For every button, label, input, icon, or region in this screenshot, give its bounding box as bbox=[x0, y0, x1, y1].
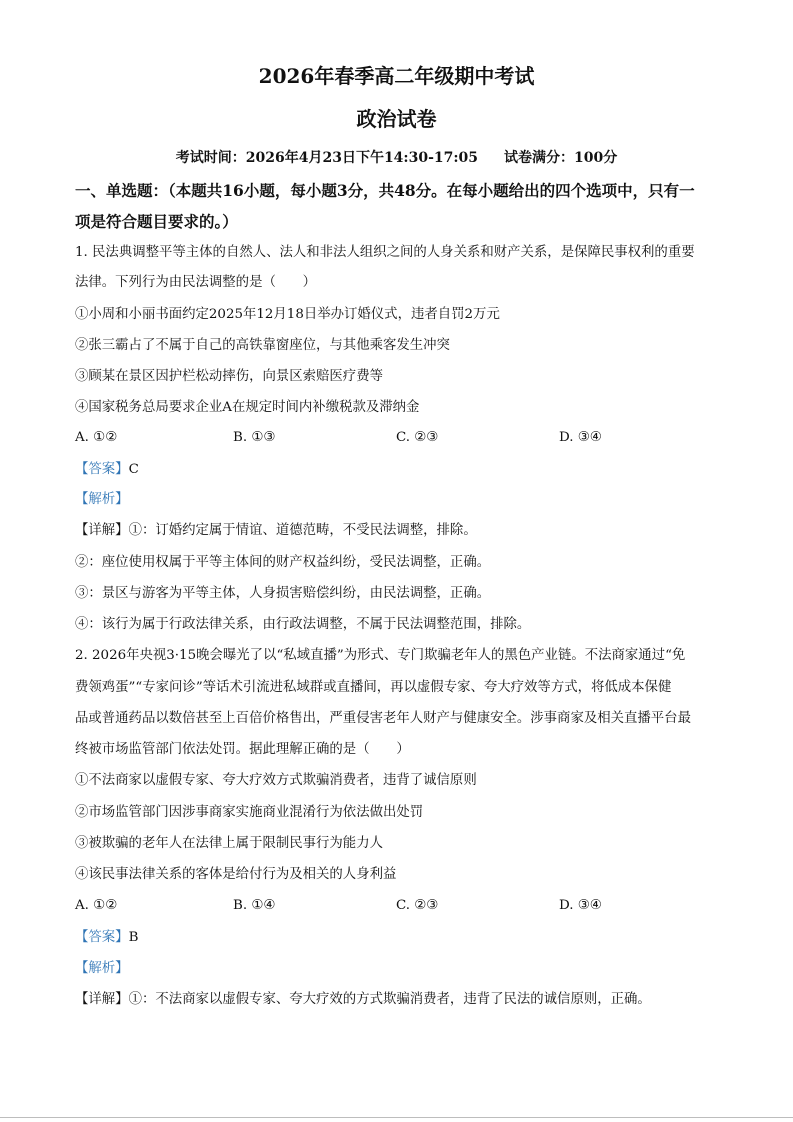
q2-option-a: A. ①② bbox=[75, 898, 118, 913]
q2-option-b: B. ①④ bbox=[233, 898, 276, 913]
section-heading-line1: 一、单选题：（本题共16小题，每小题3分，共48分。在每小题给出的四个选项中，只有一 bbox=[75, 181, 695, 200]
exam-title: 2026年春季高二年级期中考试 bbox=[258, 64, 535, 88]
q2-detail-1 bbox=[75, 990, 735, 1010]
q1-option-d: D. ③④ bbox=[559, 430, 602, 445]
q2-detail-tag: 【详解】 bbox=[75, 992, 129, 1007]
q1-option-c: C. ②③ bbox=[396, 430, 439, 445]
q2-item-1: ①不法商家以虚假专家、夸大疗效方式欺骗消费者，违背了诚信原则 bbox=[75, 773, 477, 788]
q1-answer bbox=[75, 460, 735, 480]
q1-stem-line2: 法律。下列行为由民法调整的是（ ） bbox=[75, 275, 317, 290]
q1-item-1: ①小周和小丽书面约定2025年12月18日举办订婚仪式，违者自罚2万元 bbox=[75, 307, 500, 322]
q2-item-4: ④该民事法律关系的客体是给付行为及相关的人身利益 bbox=[75, 867, 397, 882]
q1-answer-value: C bbox=[128, 462, 139, 477]
q1-detail-4: ④：该行为属于行政法律关系，由行政法调整，不属于民法调整范围，排除。 bbox=[75, 617, 531, 632]
q1-item-3: ③顾某在景区因护栏松动摔伤，向景区索赔医疗费等 bbox=[75, 369, 383, 384]
q1-detail-2: ②：座位使用权属于平等主体间的财产权益纠纷，受民法调整，正确。 bbox=[75, 555, 491, 570]
section-heading-line2: 项是符合题目要求的。） bbox=[75, 212, 238, 231]
full-score: 试卷满分：100分 bbox=[504, 150, 618, 166]
q2-answer-value: B bbox=[128, 930, 139, 945]
q2-option-c: C. ②③ bbox=[396, 898, 439, 913]
q2-item-3: ③被欺骗的老年人在法律上属于限制民事行为能力人 bbox=[75, 836, 383, 851]
q2-option-d: D. ③④ bbox=[559, 898, 602, 913]
q1-option-a: A. ①② bbox=[75, 430, 118, 445]
q1-stem-line1: 1. 民法典调整平等主体的自然人、法人和非法人组织之间的人身关系和财产关系，是保障民事权利的重要 bbox=[75, 245, 695, 260]
page-bottom-divider bbox=[0, 1117, 793, 1118]
q1-item-4: ④国家税务总局要求企业A在规定时间内补缴税款及滞纳金 bbox=[75, 400, 420, 415]
exam-time: 考试时间：2026年4月23日下午14:30-17:05 bbox=[175, 150, 479, 166]
exam-info bbox=[0, 148, 793, 168]
q2-stem-line3: 品或普通药品以数倍甚至上百倍价格售出，严重侵害老年人财产与健康安全。涉事商家及相关直播平台最 bbox=[75, 711, 691, 726]
q1-detail-1 bbox=[75, 521, 735, 541]
subject-title: 政治试卷 bbox=[356, 107, 437, 131]
q1-detail-3: ③：景区与游客为平等主体，人身损害赔偿纠纷，由民法调整，正确。 bbox=[75, 586, 491, 601]
q2-stem-line4: 终被市场监管部门依法处罚。据此理解正确的是（ ） bbox=[75, 742, 410, 757]
q1-analysis-tag: 【解析】 bbox=[75, 492, 129, 507]
q2-answer bbox=[75, 928, 735, 948]
q2-detail-text-1: ①：不法商家以虚假专家、夸大疗效的方式欺骗消费者，违背了民法的诚信原则，正确。 bbox=[128, 992, 651, 1007]
q2-analysis-tag: 【解析】 bbox=[75, 961, 129, 976]
q1-options bbox=[75, 428, 735, 448]
q2-stem-line2: 费领鸡蛋”“专家问诊”等话术引流进私域群或直播间，再以虚假专家、夸大疗效等方式，将低成本保健 bbox=[75, 680, 672, 695]
q1-answer-tag: 【答案】 bbox=[75, 462, 129, 477]
q2-stem-line1: 2. 2026年央视3·15晚会曝光了以“私域直播”为形式、专门欺骗老年人的黑色产业链。不法商家通过“免 bbox=[75, 648, 686, 663]
q2-item-2: ②市场监管部门因涉事商家实施商业混淆行为依法做出处罚 bbox=[75, 805, 424, 820]
q2-answer-tag: 【答案】 bbox=[75, 930, 129, 945]
q1-option-b: B. ①③ bbox=[233, 430, 276, 445]
q2-options bbox=[75, 896, 735, 916]
q1-item-2: ②张三霸占了不属于自己的高铁靠窗座位，与其他乘客发生冲突 bbox=[75, 338, 450, 353]
q1-detail-tag: 【详解】 bbox=[75, 523, 129, 538]
q1-detail-text-1: ①：订婚约定属于情谊、道德范畴，不受民法调整，排除。 bbox=[128, 523, 477, 538]
